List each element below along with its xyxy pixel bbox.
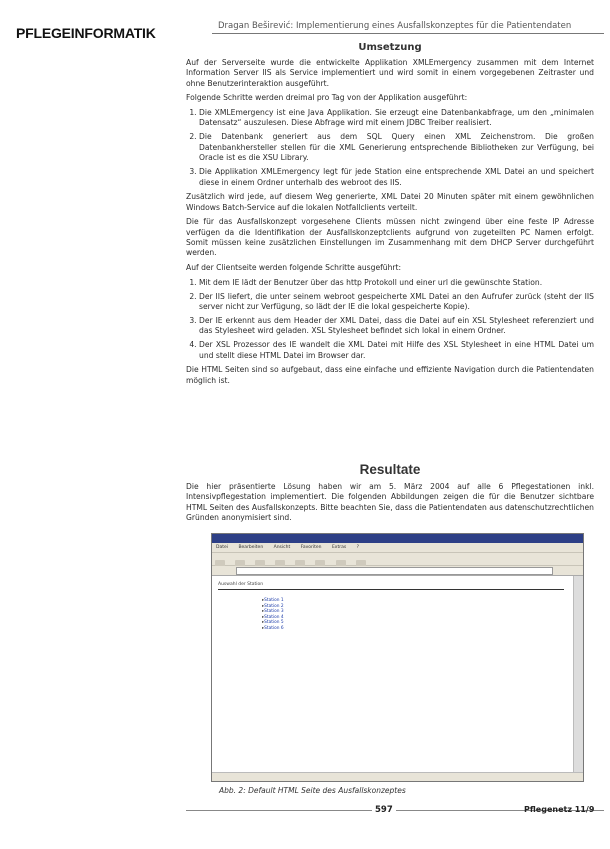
- browser-menubar: [212, 543, 583, 553]
- paragraph-batch: Zusätzlich wird jede, auf diesem Weg generierte, XML Datei 20 Minuten später mit einem gewöhnlichen Windows Batch-Service auf die lokalen Notfallclients verteilt.: [186, 192, 594, 212]
- station-list: [262, 598, 284, 632]
- browser-content: [212, 576, 574, 773]
- figure-caption: Abb. 2: Default HTML Seite des Ausfallskonzeptes: [219, 786, 406, 795]
- client-step: 2. Der IIS liefert, die unter seinem webroot gespeicherte XML Datei an den Aufrufer zurück (steht der IIS server nicht zur Verfügung, so lädt der IE die lokal gespeicherte Kopie).: [199, 292, 594, 313]
- running-head: Dragan Beširević: Implementierung eines Ausfallskonzeptes für die Patientendaten: [218, 21, 572, 31]
- body-column-1: [186, 58, 594, 390]
- server-step: 2. Die Datenbank generiert aus dem SQL Query einen XML Zeichenstrom. Die großen Datenbankhersteller stellen für die XML Generierung entsprechende Bibliotheken zur Verfügung, bei Oracle ist es die XSU Library.: [199, 132, 594, 163]
- menu-item: Favoriten: [300, 545, 322, 550]
- paragraph-clients: Die für das Ausfallskonzept vorgesehene Clients müssen nicht zwingend über eine feste IP Adresse verfügen da die Identifikation der Ausfallskonzeptclients aufgrund von zugeteilten PC Namen erfolgt. Somit müssen keine zusätzlichen Einstellungen im Zusammenhang mit dem DHCP Server durchgeführt werden.: [186, 217, 594, 258]
- figure-browser-screenshot: [211, 533, 584, 782]
- paragraph-intro: Auf der Serverseite wurde die entwickelte Applikation XMLEmergency zusammen mit dem Internet Information Server IIS als Service implementiert und wird somit in einem vorgegebenen Zeitraster und ohne Benutzerinteraktion ausgeführt.: [186, 58, 594, 88]
- station-link: ▸ Station 5: [262, 620, 284, 626]
- menu-item: Ansicht: [273, 545, 291, 550]
- menu-item: ?: [356, 545, 360, 550]
- browser-toolbar: [212, 553, 583, 566]
- station-link: ▸ Station 3: [262, 609, 284, 615]
- client-step: 4. Der XSL Prozessor des IE wandelt die XML Datei mit Hilfe des XSL Stylesheet in eine HTML Datei um und stellt diese HTML Datei im Browser dar.: [199, 340, 594, 361]
- server-step: 1. Die XMLEmergency ist eine Java Applikation. Sie erzeugt eine Datenbankabfrage, um den „minimalen Datensatz“ auszulesen. Diese Abfrage wird mit einem JDBC Treiber realisiert.: [199, 108, 594, 129]
- menu-item: Bearbeiten: [238, 545, 264, 550]
- body-column-2: [186, 482, 594, 528]
- station-link: ▸ Station 2: [262, 604, 284, 610]
- browser-scrollbar: [573, 576, 583, 773]
- brand-title: PFLEGEINFORMATIK: [16, 25, 156, 41]
- station-link: ▸ Station 4: [262, 615, 284, 621]
- station-link: ▸ Station 6: [262, 626, 284, 632]
- heading-rule: [218, 589, 564, 590]
- journal-issue: Pflegenetz 11/9: [524, 805, 595, 814]
- menu-item: Datei: [216, 545, 229, 550]
- address-field: [236, 567, 553, 575]
- browser-statusbar: [212, 772, 583, 781]
- client-step: 1. Mit dem IE lädt der Benutzer über das http Protokoll und einer url die gewünschte Station.: [199, 278, 594, 288]
- browser-address-bar: [212, 566, 583, 576]
- menu-item: Extras: [331, 545, 347, 550]
- page-number: 597: [372, 805, 396, 815]
- paragraph-navigation: Die HTML Seiten sind so aufgebaut, dass eine einfache und effiziente Navigation durch die Patientendaten möglich ist.: [186, 365, 594, 385]
- paragraph-lead-client: Auf der Clientseite werden folgende Schritte ausgeführt:: [186, 263, 402, 273]
- browser-titlebar: [212, 534, 583, 543]
- paragraph-results: Die hier präsentierte Lösung haben wir am 5. März 2004 auf alle 6 Pflegestationen inkl. Intensivpflegestation implementiert. Die folgenden Abbildungen zeigen die für die Benutzer sichtbare HTML Seiten des Ausfallskonzepts. Bitte beachten Sie, dass die Patientendaten aus datenschutzrechtlichen Gründen anonymisiert sind.: [186, 482, 594, 523]
- paragraph-lead: Folgende Schritte werden dreimal pro Tag von der Applikation ausgeführt:: [186, 93, 468, 103]
- station-link: ▸ Station 1: [262, 598, 284, 604]
- server-step: 3. Die Applikation XMLEmergency legt für jede Station eine entsprechende XML Datei an und speichert diese in einem Ordner unterhalb des webroot des IIS.: [199, 167, 594, 188]
- page-heading: Auswahl der Station: [218, 582, 264, 587]
- header-rule: [212, 33, 604, 34]
- section-title-umsetzung: Umsetzung: [358, 42, 422, 53]
- client-steps-list: [186, 278, 594, 362]
- server-steps-list: [186, 108, 594, 188]
- section-title-resultate: Resultate: [359, 462, 421, 477]
- client-step: 3. Der IE erkennt aus dem Header der XML Datei, dass die Datei auf ein XSL Stylesheet referenziert und das Stylesheet wird geladen. XSL Stylesheet befindet sich lokal in einem Ordner.: [199, 316, 594, 337]
